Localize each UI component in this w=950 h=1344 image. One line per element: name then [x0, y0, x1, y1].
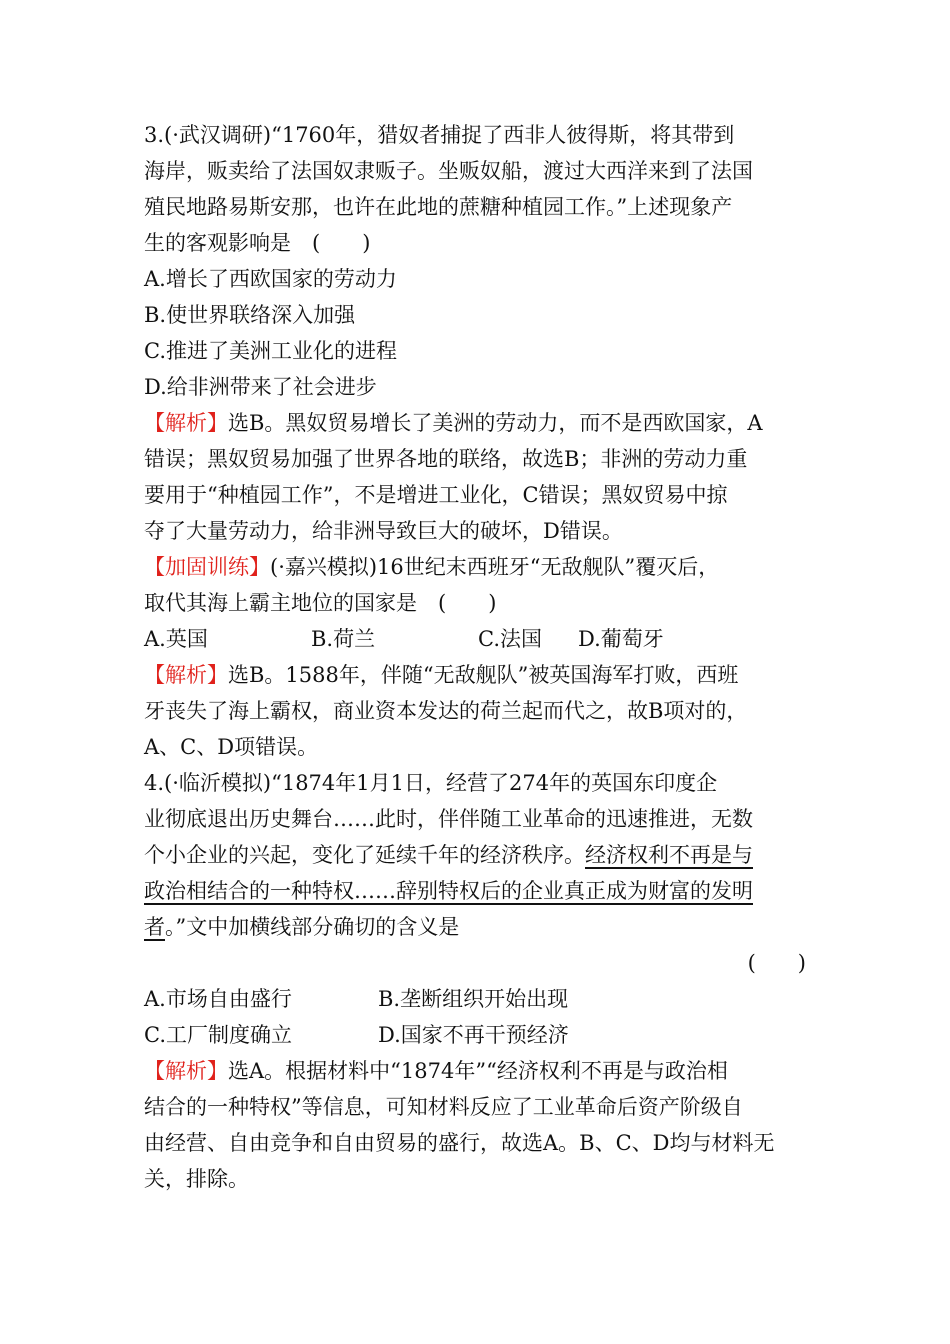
q4-stem-line	[144, 837, 814, 873]
q4-underlined-text: 经济权利不再是与	[585, 843, 753, 867]
q4-stem-line	[144, 873, 814, 909]
drill-stem-line	[144, 549, 814, 585]
analysis-text: 选B。黑奴贸易增长了美洲的劳动力，而不是西欧国家，A	[228, 411, 763, 435]
q4-analysis-line: 结合的一种特权”等信息，可知材料反应了工业革命后资产阶级自	[144, 1095, 743, 1119]
q3-stem-line: 生的客观影响是 ( )	[144, 231, 371, 255]
q4-option-a: A.市场自由盛行	[144, 987, 292, 1011]
drill-stem-text: (·嘉兴模拟)16世纪末西班牙“无敌舰队”覆灭后，	[270, 555, 720, 579]
q4-stem-text: 个小企业的兴起，变化了延续千年的经济秩序。	[144, 843, 585, 867]
q4-stem-tail: 。”文中加横线部分确切的含义是	[165, 915, 460, 939]
drill-analysis-line: 牙丧失了海上霸权，商业资本发达的荷兰起而代之，故B项对的，	[144, 699, 748, 723]
q4-analysis-line: 关，排除。	[144, 1167, 249, 1191]
q4-stem-line	[144, 909, 814, 945]
drill-option-b: B.荷兰	[311, 627, 376, 651]
analysis-text: 选B。1588年，伴随“无敌舰队”被英国海军打败，西班	[228, 663, 739, 687]
q3-stem-line: 3.(·武汉调研)“1760年，猎奴者捕捉了西非人彼得斯，将其带到	[144, 123, 735, 147]
q4-option-d: D.国家不再干预经济	[378, 1023, 569, 1047]
q4-underlined-text: 者	[144, 915, 165, 939]
drill-option-c: C.法国	[478, 627, 542, 651]
drill-option-d: D.葡萄牙	[578, 627, 664, 651]
q3-option-c: C.推进了美洲工业化的进程	[144, 339, 397, 363]
q3-analysis-line	[144, 405, 814, 441]
q4-analysis-line: 由经营、自由竞争和自由贸易的盛行，故选A。B、C、D均与材料无	[144, 1131, 775, 1155]
analysis-text: 选A。根据材料中“1874年”“经济权利不再是与政治相	[228, 1059, 728, 1083]
drill-stem-line: 取代其海上霸主地位的国家是 ( )	[144, 591, 497, 615]
drill-analysis-line	[144, 657, 814, 693]
drill-analysis-line: A、C、D项错误。	[144, 735, 319, 759]
q4-underlined-text: 政治相结合的一种特权……辞别特权后的企业真正成为财富的发明	[144, 879, 753, 903]
document-content	[144, 117, 814, 1197]
q3-analysis-line: 夺了大量劳动力，给非洲导致巨大的破坏，D错误。	[144, 519, 623, 543]
q4-option-c: C.工厂制度确立	[144, 1023, 292, 1047]
q4-options-row	[144, 1017, 814, 1053]
q4-option-b: B.垄断组织开始出现	[378, 987, 569, 1011]
analysis-tag: 【解析】	[144, 1059, 228, 1083]
q3-stem-line: 海岸，贩卖给了法国奴隶贩子。坐贩奴船，渡过大西洋来到了法国	[144, 159, 753, 183]
q4-answer-paren: ( )	[747, 951, 806, 975]
drill-option-a: A.英国	[144, 627, 208, 651]
drill-tag: 【加固训练】	[144, 555, 270, 579]
q4-stem-line: 4.(·临沂模拟)“1874年1月1日，经营了274年的英国东印度企	[144, 771, 718, 795]
drill-options-row	[144, 621, 814, 657]
q4-options-row	[144, 981, 814, 1017]
analysis-tag: 【解析】	[144, 411, 228, 435]
q4-analysis-line	[144, 1053, 814, 1089]
q3-option-b: B.使世界联络深入加强	[144, 303, 356, 327]
q3-analysis-line: 要用于“种植园工作”，不是增进工业化，C错误；黑奴贸易中掠	[144, 483, 728, 507]
q3-analysis-line: 错误；黑奴贸易加强了世界各地的联络，故选B；非洲的劳动力重	[144, 447, 748, 471]
q3-option-a: A.增长了西欧国家的劳动力	[144, 267, 397, 291]
q3-stem-line: 殖民地路易斯安那，也许在此地的蔗糖种植园工作。”上述现象产	[144, 195, 733, 219]
analysis-tag: 【解析】	[144, 663, 228, 687]
q3-option-d: D.给非洲带来了社会进步	[144, 375, 377, 399]
q4-stem-line: 业彻底退出历史舞台……此时，伴伴随工业革命的迅速推进，无数	[144, 807, 753, 831]
